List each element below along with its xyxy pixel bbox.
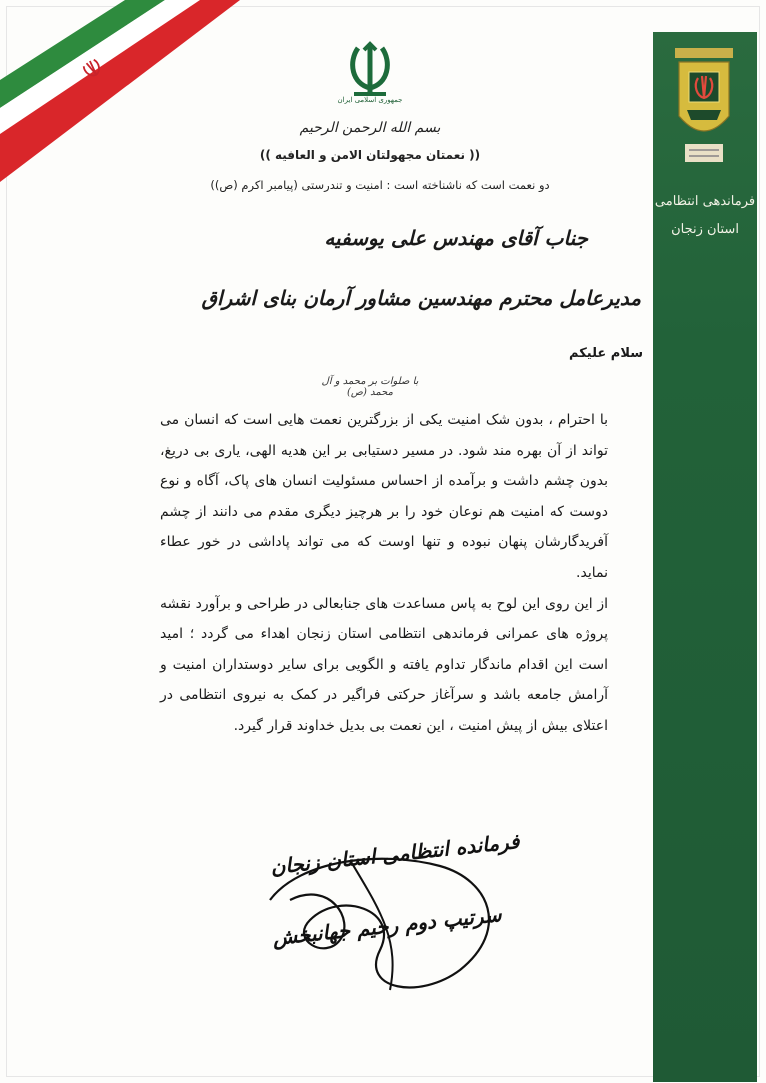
greeting: سلام علیکم [569,346,643,361]
recipient-name: جناب آقای مهندس علی یوسفیه [324,226,588,250]
body-paragraph-2: از این روی این لوح به پاس مساعدت های جنابعالی در طراحی و برآورد نقشه پروژه های عمرانی فرماندهی انتظامی استان زنجان اهداء می گردد ؛ امید است این اقدام ماندگار تداوم یافته و الگویی برای سایر دوستداران امنیت و آرامش جامعه باشد و سرآغاز حرکتی فراگیر در کمک به نیروی انتظامی در اعتلای بیش از پیش امنیت ، این نعمت بی بدیل خداوند قرار گیرد. [160,595,608,734]
signature-block [230,820,530,1000]
emblem-caption: جمهوری اسلامی ایران [337,96,403,104]
police-badge-icon [673,46,735,168]
salawat: با صلوات بر محمد و آل محمد (ص) [321,376,419,398]
signatory-title: فرمانده انتظامی استان زنجان [269,829,521,879]
basmala: بسم الله الرحمن الرحیم [299,120,441,136]
sidebar-title-line1: فرماندهی انتظامی [654,194,756,209]
hadith: (( نعمتان مجهولتان الامن و العافیه )) [259,148,481,162]
letter-body [160,405,608,742]
iran-emblem-icon [344,40,396,98]
sidebar-title-line2: استان زنجان [671,222,739,237]
sidebar [653,32,757,1082]
body-paragraph-1: با احترام ، بدون شک امنیت یکی از بزرگترین نعمت هایی است که انسان می تواند از آن بهره مند شود. در مسیر دستیابی بر این هدیه الهی، یاری بی دریغ، بدون چشم داشت و برآمده از احساس مسئولیت انسان های پاک، آگاه و نوع دوست که امنیت هم نوعان خود را بر هرچیز دیگری مقدم می دانند از چشم آفریدگارشان پنهان نبوده و تنها اوست که می تواند پاداشی در خور عطاء نماید. [160,412,608,581]
recipient-title: مدیرعامل محترم مهندسین مشاور آرمان بنای اشراق [201,286,641,310]
saying: دو نعمت است که ناشناخته است : امنیت و تندرستی (پیامبر اکرم (ص)) [210,178,550,192]
signatory-name: سرتیپ دوم رحیم جهانبخش [271,902,503,950]
